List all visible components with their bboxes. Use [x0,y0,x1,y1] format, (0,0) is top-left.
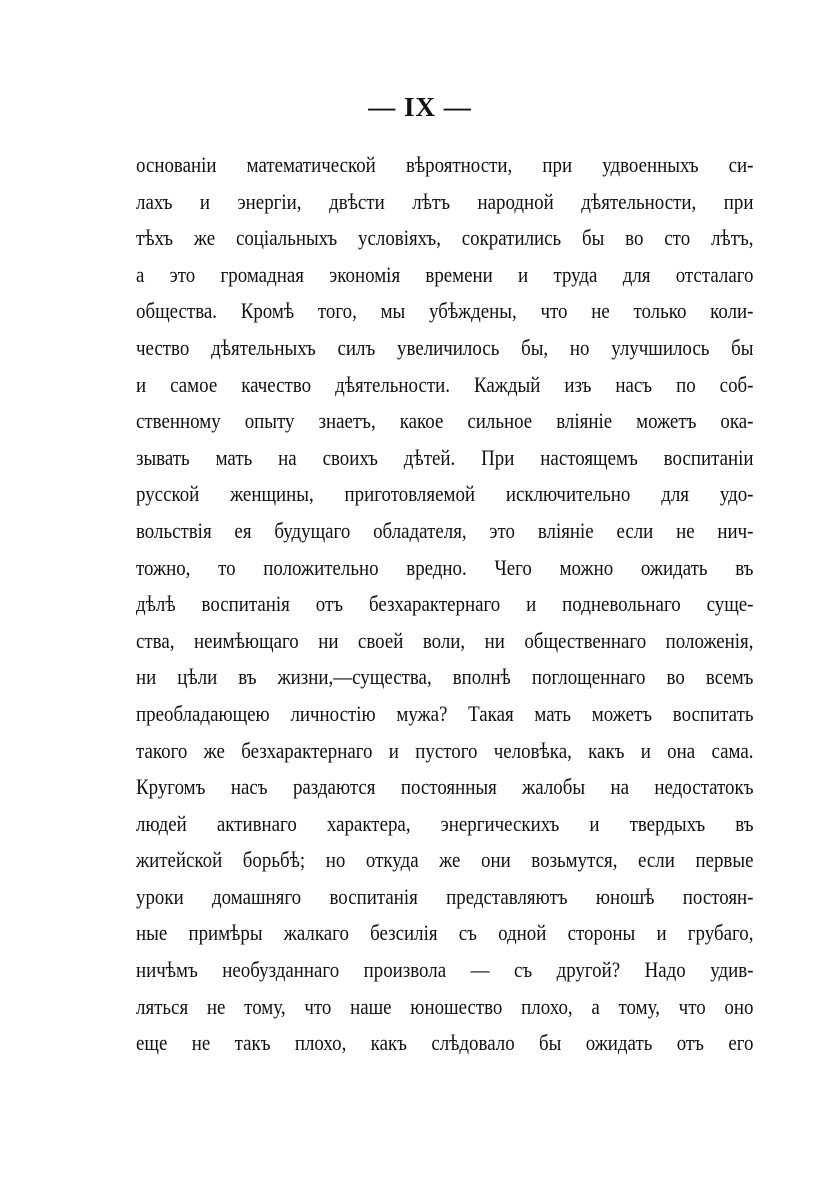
text-line: и самое качество дѣятельности. Каждый изъ насъ по соб- [136,371,754,397]
page-number: — IX — [368,92,472,122]
text-line: Кругомъ насъ раздаются постоянныя жалобы на недостатокъ [136,774,754,800]
text-line: уроки домашняго воспитанiя представляютъ юношѣ постоян- [136,883,754,909]
text-line: ные примѣры жалкаго безсилiя съ одной стороны и грубаго, [136,920,754,946]
text-line: ляться не тому, что наше юношество плохо, а тому, что оно [136,993,754,1019]
text-line: основанiи математической вѣроятности, при удвоенныхъ си- [136,152,754,177]
text-line: ни цѣли въ жизни,—существа, вполнѣ поглощеннаго во всемъ [136,664,754,690]
text-line: людей активнаго характера, энергическихъ и твердыхъ въ [136,810,754,836]
text-line: такого же безхарактернаго и пустого человѣка, какъ и она сама. [136,737,754,763]
text-line: общества. Кромѣ того, мы убѣждены, что не только коли- [136,298,754,324]
text-line: ства, неимѣющаго ни своей воли, ни общественнаго положенiя, [136,627,754,653]
text-line: тожно, то положительно вредно. Чего можно ожидать въ [136,554,754,580]
text-line: а это громадная экономiя времени и труда для отсталаго [136,261,754,287]
text-line: еще не такъ плохо, какъ слѣдовало бы ожидать отъ его [136,1030,754,1056]
body-text [136,147,754,1062]
text-line: чество дѣятельныхъ силъ увеличилось бы, но улучшилось бы [136,334,754,360]
text-line: вольствiя ея будущаго обладателя, это влiянiе если не нич- [136,517,754,543]
text-line: дѣлѣ воспитанiя отъ безхарактернаго и подневольнаго суще- [136,591,754,617]
text-line: ничѣмъ необузданнаго произвола — съ другой? Надо удив- [136,957,754,983]
text-line: лахъ и энергiи, двѣсти лѣтъ народной дѣятельности, при [136,188,754,214]
text-line: житейской борьбѣ; но откуда же они возьмутся, если первые [136,847,754,873]
text-line: преобладающею личностiю мужа? Такая мать можетъ воспитать [136,700,754,726]
text-line: ственному опыту знаетъ, какое сильное влiянiе можетъ ока- [136,408,754,434]
text-line: русской женщины, приготовляемой исключительно для удо- [136,481,754,507]
text-line: зывать мать на своихъ дѣтей. При настоящемъ воспитанiи [136,444,754,470]
text-line: тѣхъ же соцiальныхъ условiяхъ, сократились бы во сто лѣтъ, [136,225,754,251]
